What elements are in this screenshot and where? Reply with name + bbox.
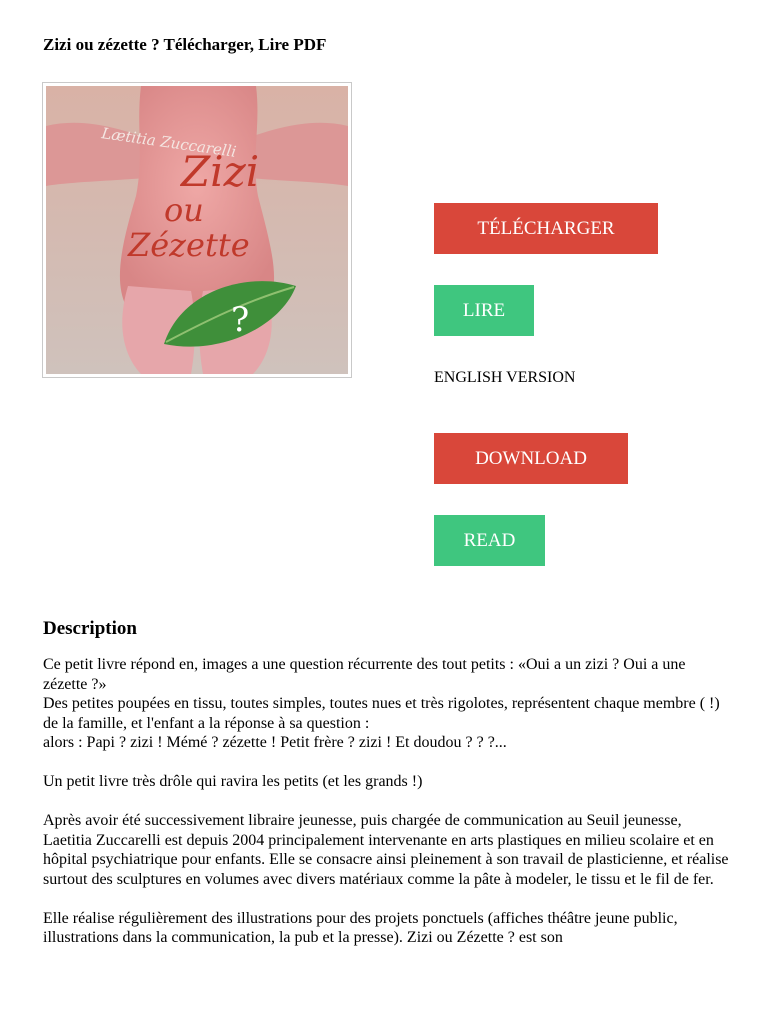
description-heading: Description — [43, 618, 137, 639]
description-line: alors : Papi ? zizi ! Mémé ? zézette ! Petit frère ? zizi ! Et doudou ? ? ?... — [43, 734, 507, 751]
cover-title-line3: Zézette — [128, 226, 250, 264]
book-cover-illustration — [46, 86, 348, 374]
cover-author: Lætitia Zuccarelli — [100, 124, 238, 161]
description-paragraph-4: Elle réalise régulièrement des illustrations pour des projets ponctuels (affiches théâtre jeune public, illustrations dans la communication, la pub et la presse). Zizi ou Zézette ? est son — [43, 909, 678, 946]
download-button[interactable]: DOWNLOAD — [434, 433, 628, 484]
description-line: Ce petit livre répond en, images a une question récurrente des tout petits : «Oui a un zizi ? Oui a une zézette ?» — [43, 656, 686, 693]
description-line: Des petites poupées en tissu, toutes simples, toutes nues et très rigolotes, représentent chaque membre ( !) de la famille, et l'enfant a la réponse à sa question : — [43, 695, 720, 732]
description-body — [43, 655, 733, 967]
lire-button[interactable]: LIRE — [434, 285, 534, 336]
english-version-label: ENGLISH VERSION — [434, 369, 576, 386]
cover-title-line1: Zizi — [181, 147, 260, 196]
description-paragraph-3: Après avoir été successivement libraire jeunesse, puis chargée de communication au Seuil jeunesse, Laetitia Zuccarelli est depuis 2004 principalement intervenante en arts plastiques en milieu scolaire et en hôpital psychiatrique pour enfants. Elle se consacre ainsi pleinement à son travail de plasticienne, et réalise surtout des sculptures en volumes avec divers matériaux comme la pâte à modeler, le tissu et le fil de fer. — [43, 812, 729, 888]
cover-title-line2: ou — [164, 191, 204, 229]
telecharger-button[interactable]: TÉLÉCHARGER — [434, 203, 658, 254]
cover-question-mark: ? — [231, 300, 250, 340]
read-button[interactable]: READ — [434, 515, 545, 566]
description-paragraph-1 — [43, 655, 733, 753]
book-cover-image — [42, 82, 352, 378]
description-paragraph-2: Un petit livre très drôle qui ravira les petits (et les grands !) — [43, 773, 423, 790]
page-title: Zizi ou zézette ? Télécharger, Lire PDF — [43, 35, 327, 54]
